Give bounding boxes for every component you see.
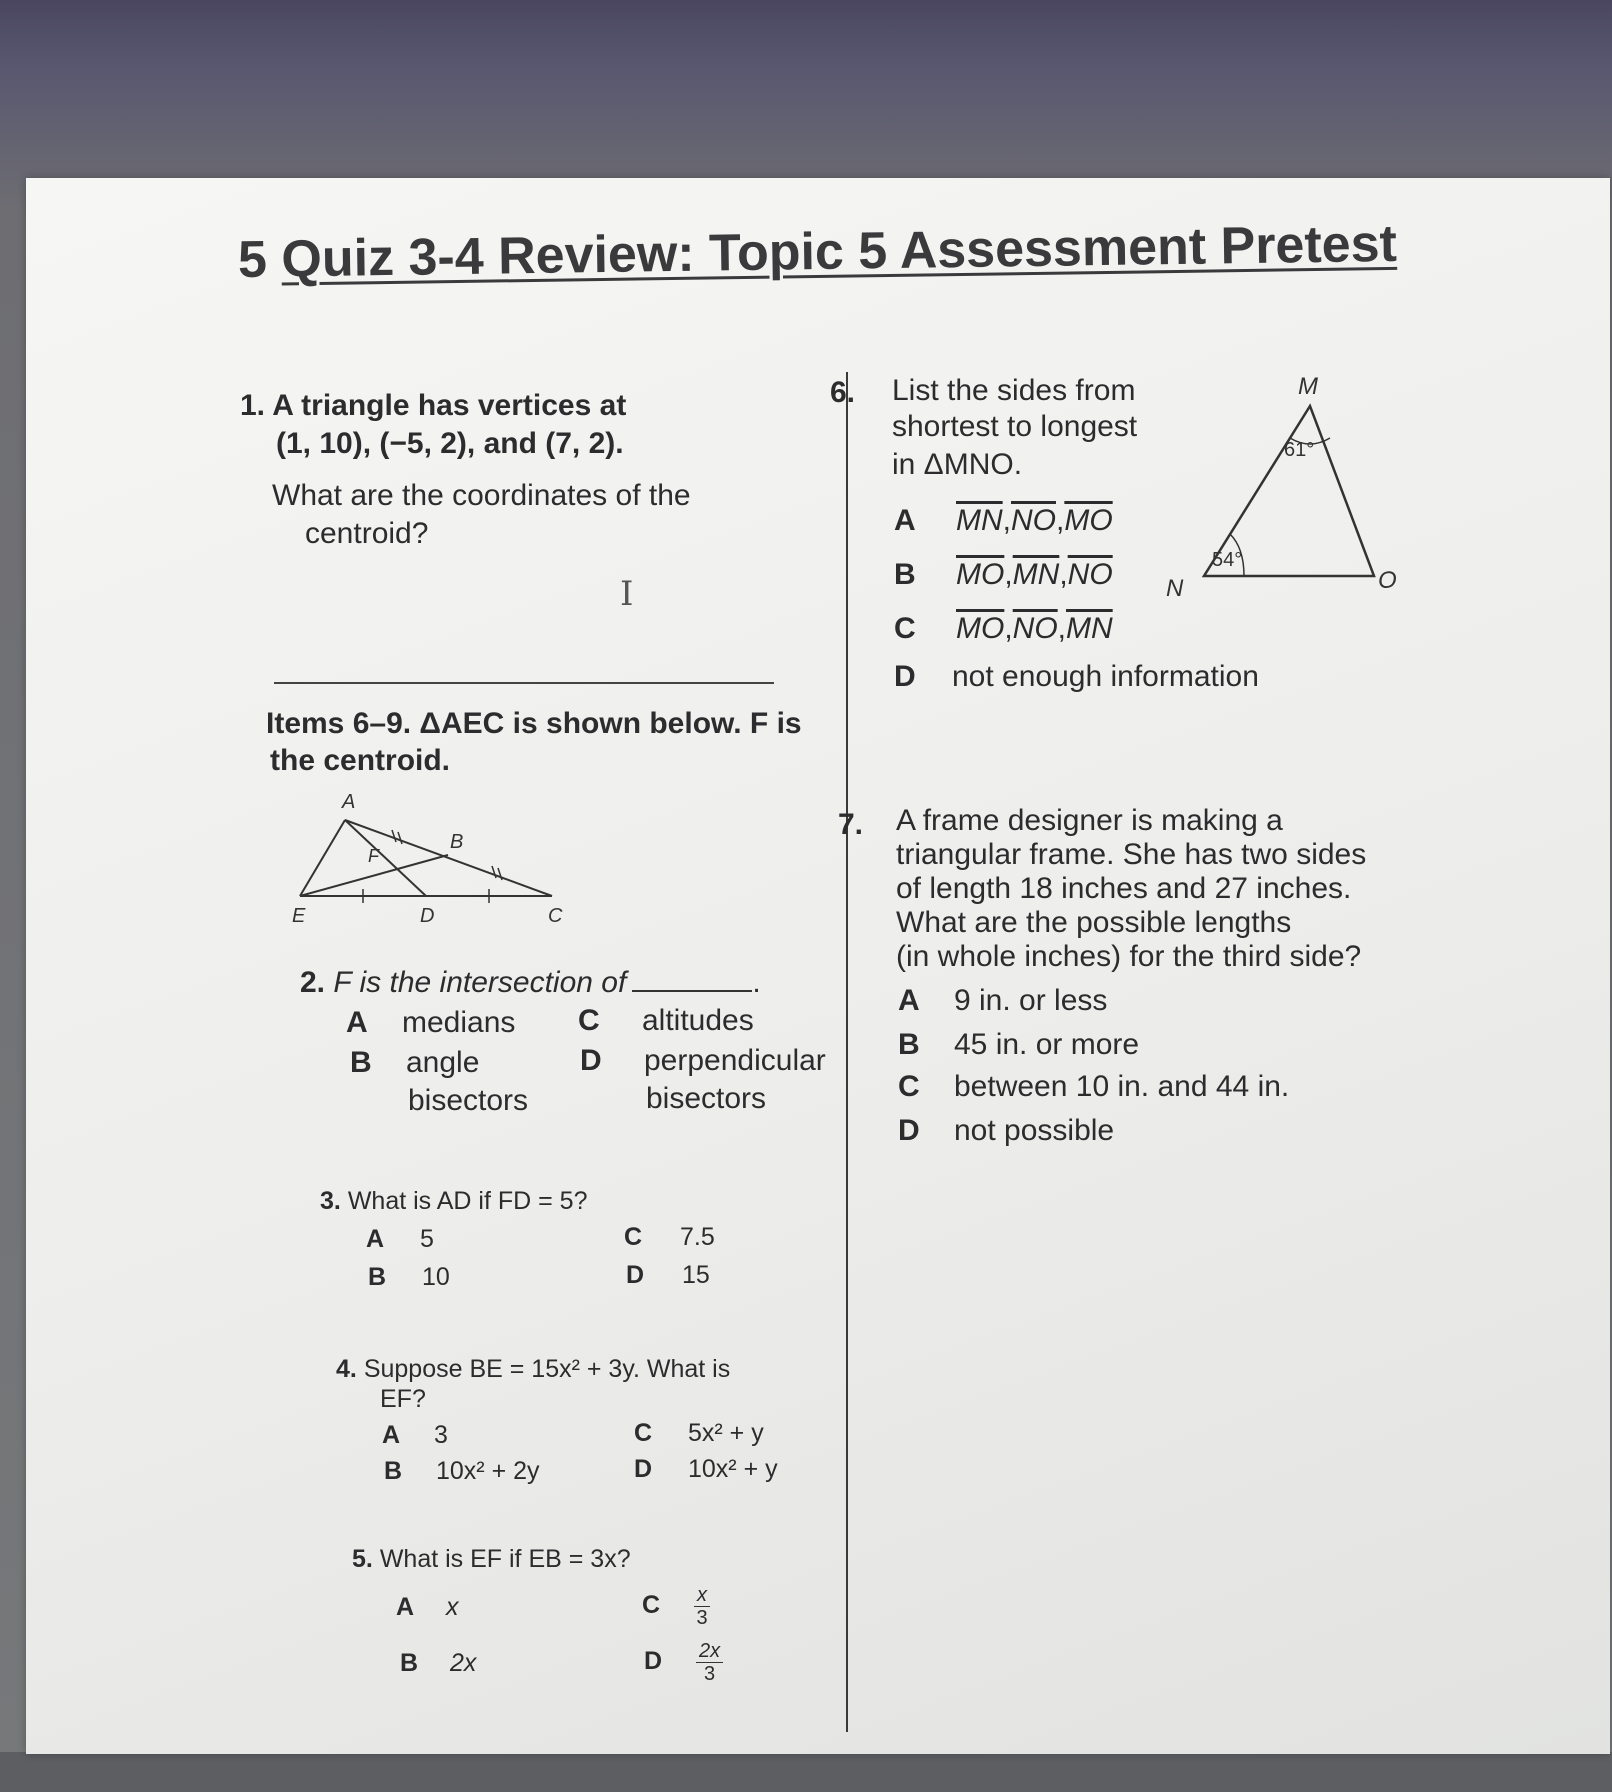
q5-option-b-letter: B [400, 1649, 419, 1677]
q7-option-a[interactable] [898, 982, 1107, 1020]
q6-option-b-letter: B [894, 558, 916, 591]
q7-option-d-text: not possible [954, 1114, 1115, 1147]
q2-option-b-line2: bisectors [408, 1084, 529, 1117]
q7-line1: A frame designer is making a [896, 804, 1283, 837]
q3-option-a-text: 5 [420, 1225, 434, 1253]
q3-option-d-letter: D [626, 1261, 645, 1289]
q7-option-a-letter: A [898, 984, 920, 1017]
q4-option-d[interactable] [634, 1454, 778, 1484]
q7-line4: What are the possible lengths [896, 906, 1292, 939]
q6-option-c[interactable]: C $\overline{MO},\overline{NO},\overline{MN}$ [894, 610, 1113, 648]
q1-line1: A triangle has vertices at [272, 389, 627, 422]
q7-option-a-text: 9 in. or less [954, 984, 1108, 1017]
q7-option-b-letter: B [898, 1028, 920, 1061]
q5-number: 5. [352, 1545, 373, 1573]
q5-option-c-letter: C [642, 1591, 661, 1620]
title-text: Quiz 3-4 Review: Topic 5 Assessment Pretest [281, 214, 1398, 289]
q1-line4: centroid? [305, 517, 429, 550]
q6-option-a[interactable]: A $\overline{MN},\overline{NO},\overline{MO}$ [894, 502, 1113, 540]
angle-n-label: 54° [1212, 549, 1243, 571]
q4-option-b-letter: B [384, 1457, 403, 1485]
q7-option-c[interactable] [898, 1068, 1289, 1106]
q5-option-d-denominator: 3 [704, 1663, 716, 1685]
q6-line3: in ΔMNO. [892, 448, 1023, 481]
q7-line2: triangular frame. She has two sides [896, 838, 1367, 871]
q5-stem-text: What is EF if EB = 3x? [379, 1545, 631, 1573]
q3-option-b-letter: B [368, 1263, 387, 1291]
q2-option-b-line1: angle [406, 1046, 480, 1079]
q4-option-b-text: 10x² + 2y [436, 1457, 540, 1485]
q2-option-a[interactable] [346, 1004, 515, 1042]
q6-option-d[interactable] [894, 658, 1259, 696]
q5-option-d-numerator: 2x [696, 1640, 723, 1663]
q6-option-a-letter: A [894, 504, 916, 537]
column-divider [846, 372, 848, 1732]
q3-number: 3. [320, 1187, 341, 1215]
items-header-line1: Items 6–9. ΔAEC is shown below. F is [266, 707, 802, 740]
q1-stem [240, 387, 626, 425]
triangle-aec-figure [280, 780, 580, 930]
q6-option-c-side3: $\overline{MN}$ [1066, 612, 1113, 645]
q7-option-c-text: between 10 in. and 44 in. [954, 1070, 1290, 1103]
q6-option-b-side1: $\overline{MO}$ [956, 558, 1005, 591]
q5-option-d-fraction [696, 1640, 723, 1685]
label-m: M [1298, 373, 1318, 400]
label-b: B [450, 831, 464, 853]
q7-option-d-letter: D [898, 1114, 920, 1147]
q3-stem [320, 1186, 587, 1216]
q2-option-b-letter: B [350, 1046, 372, 1079]
q6-line2: shortest to longest [892, 410, 1138, 443]
q6-option-b-side3: $\overline{NO}$ [1067, 558, 1113, 591]
q2-option-c-letter: C [578, 1004, 600, 1037]
q6-line1: List the sides from [892, 374, 1136, 407]
q6-option-c-side1: $\overline{MO}$ [956, 612, 1005, 645]
q6-option-a-side1: $\overline{MN}$ [956, 504, 1003, 537]
q7-number: 7. [838, 808, 864, 841]
q3-option-c[interactable] [624, 1222, 715, 1252]
q2-option-d-line1: perpendicular [644, 1044, 826, 1077]
q5-option-a-letter: A [396, 1593, 415, 1621]
label-e: E [292, 905, 306, 927]
q4-option-b[interactable] [384, 1456, 540, 1486]
q3-option-b-text: 10 [422, 1263, 450, 1291]
q5-option-a-text: x [446, 1593, 459, 1621]
q4-option-a-letter: A [382, 1421, 401, 1449]
q4-option-a-text: 3 [434, 1421, 448, 1449]
q6-option-c-letter: C [894, 612, 916, 645]
q3-option-d-text: 15 [682, 1261, 710, 1289]
q6-option-b-side2: $\overline{MN}$ [1012, 558, 1060, 591]
label-c: C [548, 905, 563, 927]
q2-stem-end: . [752, 966, 761, 999]
label-d: D [420, 905, 435, 927]
q5-option-a[interactable] [396, 1592, 459, 1622]
q2-option-c-text: altitudes [642, 1004, 754, 1037]
q7-line3: of length 18 inches and 27 inches. [896, 872, 1352, 905]
q5-option-c[interactable] [642, 1584, 710, 1629]
q4-option-c[interactable] [634, 1418, 764, 1448]
q1-line2: (1, 10), (−5, 2), and (7, 2). [276, 427, 624, 460]
q7-option-c-letter: C [898, 1070, 920, 1103]
q5-stem [352, 1544, 631, 1574]
label-f: F [368, 846, 379, 866]
q2-option-c[interactable] [578, 1002, 754, 1040]
q6-option-d-text: not enough information [952, 660, 1259, 693]
q2-blank [632, 990, 752, 992]
q2-stem [300, 964, 761, 1002]
items-header-line2: the centroid. [270, 744, 451, 777]
q2-number: 2. [300, 966, 326, 999]
q5-option-c-numerator: x [694, 1584, 710, 1607]
q1-answer-line[interactable] [274, 682, 774, 684]
q4-number: 4. [336, 1355, 357, 1383]
q2-option-a-text: medians [402, 1006, 516, 1039]
q3-option-d[interactable] [626, 1260, 710, 1290]
q5-option-d-letter: D [644, 1647, 663, 1676]
q4-option-a[interactable] [382, 1420, 448, 1450]
q6-option-d-letter: D [894, 660, 916, 693]
angle-m-label: 61° [1284, 439, 1315, 461]
label-a: A [342, 791, 356, 813]
q6-option-a-side3: $\overline{MO}$ [1064, 504, 1113, 537]
label-o: O [1378, 567, 1397, 594]
q7-line5: (in whole inches) for the third side? [896, 940, 1362, 973]
q6-option-a-side2: $\overline{NO}$ [1011, 504, 1056, 537]
q3-option-c-letter: C [624, 1223, 643, 1251]
q2-option-d-letter: D [580, 1044, 602, 1077]
q6-option-b[interactable]: B $\overline{MO},\overline{MN},\overline{NO}$ [894, 556, 1113, 594]
label-n: N [1166, 575, 1184, 600]
q4-stem-line2: EF? [380, 1385, 426, 1413]
q2-option-d[interactable] [580, 1042, 826, 1080]
q5-option-c-denominator: 3 [696, 1607, 708, 1629]
q5-option-d[interactable] [644, 1640, 723, 1685]
q7-option-d[interactable] [898, 1112, 1114, 1150]
q4-option-d-text: 10x² + y [688, 1455, 778, 1483]
q6-number: 6. [830, 376, 856, 409]
q2-option-b[interactable] [350, 1044, 479, 1082]
q7-option-b-text: 45 in. or more [954, 1028, 1140, 1061]
triangle-mno-figure [1160, 370, 1400, 600]
q4-option-c-letter: C [634, 1419, 653, 1447]
q4-option-c-text: 5x² + y [688, 1419, 764, 1447]
q5-option-b-text: 2x [450, 1649, 477, 1677]
q7-option-b[interactable] [898, 1026, 1139, 1064]
q1-line3: What are the coordinates of the [272, 479, 691, 512]
q2-option-d-line2: bisectors [646, 1082, 767, 1115]
q5-option-b[interactable] [400, 1648, 476, 1678]
text-cursor-icon: I [620, 574, 634, 614]
q4-option-d-letter: D [634, 1455, 653, 1483]
q3-option-a[interactable] [366, 1224, 434, 1254]
q1-number: 1. [240, 389, 266, 422]
q3-stem-text: What is AD if FD = 5? [347, 1187, 588, 1215]
q4-stem [336, 1354, 730, 1384]
q2-option-a-letter: A [346, 1006, 368, 1039]
q5-option-c-fraction [694, 1584, 710, 1629]
q3-option-b[interactable] [368, 1262, 450, 1292]
q2-stem-text: F is the intersection of [333, 966, 627, 999]
q3-option-a-letter: A [366, 1225, 385, 1253]
title-prefix: 5 [237, 230, 268, 290]
screen-bottom-bezel [0, 1752, 1612, 1792]
q3-option-c-text: 7.5 [680, 1223, 715, 1251]
q4-stem-line1: Suppose BE = 15x² + 3y. What is [363, 1355, 731, 1383]
q6-option-c-side2: $\overline{NO}$ [1012, 612, 1058, 645]
